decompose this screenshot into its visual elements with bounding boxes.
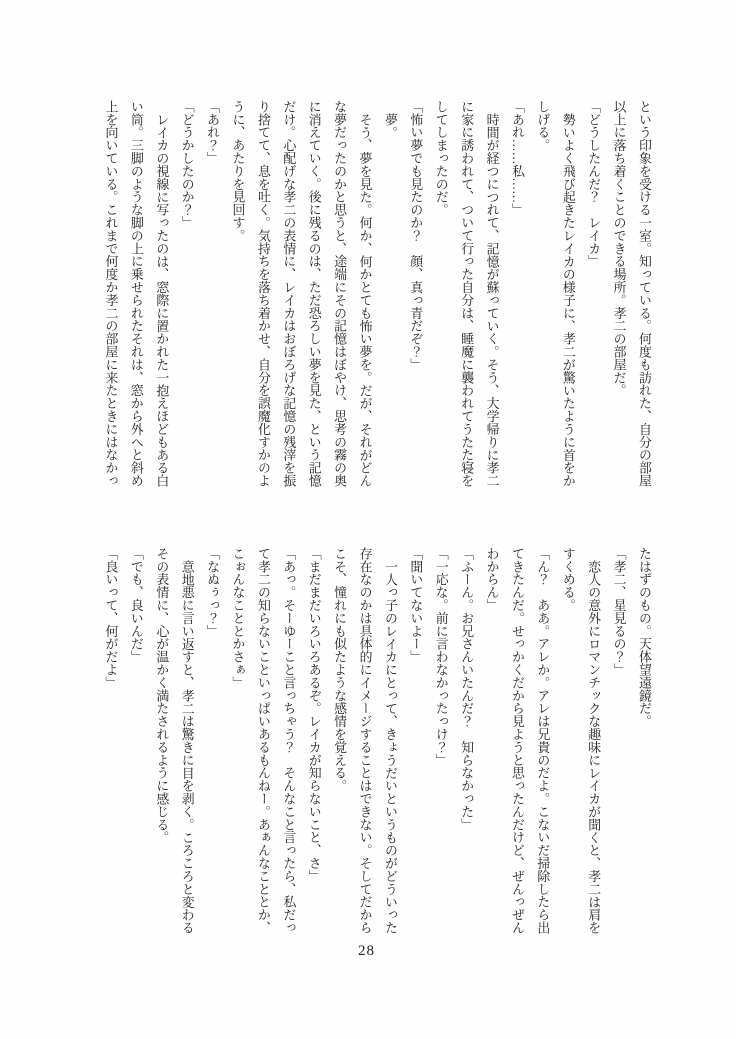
- text-line: 上を向いている。これまで何度か孝二の部屋に来たときにはなかっ: [103, 100, 118, 487]
- text-line: だけ。心配げな孝二の表情に、レイカはおぼろげな記憶の残滓を振: [281, 100, 296, 487]
- text-line: 「あっ。そーゆーこと言っちゃう？ そんなこと言ったら、私だっ: [281, 547, 296, 934]
- text-line: 時間が経つにつれて、記憶が蘇っていく。そう、大学帰りに孝二: [484, 112, 499, 487]
- text-line: に家に誘われて、ついて行った自分は、睡魔に襲われてうたた寝を: [459, 100, 474, 487]
- text-line: てきたんだ。せっかくだから見ようと思ったんだけど、ぜんっぜん: [509, 547, 524, 934]
- page-number: 28: [358, 943, 375, 959]
- text-line: そう、夢を見た。何か、何かとても怖い夢を。だが、それがどん: [357, 112, 372, 487]
- text-line: 意地悪に言い返すと、孝二は驚きに目を剥く。ころころと変わる: [179, 559, 194, 934]
- text-line: 以上に落ち着くことのできる場所。孝二の部屋だ。: [611, 100, 626, 397]
- text-line: 勢いよく飛び起きたレイカの様子に、孝二が驚いたように首をか: [560, 112, 575, 487]
- text-line: こそ、憧れにも似たような感情を覚える。: [332, 547, 347, 793]
- text-line: 「どうしたんだ？ レイカ」: [586, 100, 601, 268]
- text-line: 「聞いてないよー」: [408, 547, 423, 664]
- text-line: レイカの視線に写ったのは、窓際に置かれた一抱えほどもある白: [154, 112, 169, 487]
- text-line: 「あれ？」: [205, 100, 220, 165]
- text-line: 存在なのかは具体的にイメージすることはできない。そしてだから: [357, 547, 372, 934]
- top-text-block: [97, 100, 656, 492]
- bottom-text-block: [97, 547, 656, 939]
- text-line: 「あれ……私……」: [509, 100, 524, 217]
- text-line: 「まだまだいろいろあるぞ。レイカが知らないこと、さ」: [306, 547, 321, 883]
- text-line: すくめる。: [560, 547, 575, 612]
- text-line: という印象を受ける一室。知っている。何度も訪れた、自分の部屋: [637, 100, 651, 487]
- text-line: い筒。三脚のような脚の上に乗せられたそれは、窓から外へと斜め: [128, 100, 143, 487]
- text-line: り捨てて、息を吐く。気持ちを落ち着かせ、自分を誤魔化すかのよ: [255, 100, 270, 487]
- text-line: 「どうかしたのか？」: [179, 100, 194, 229]
- text-line: 恋人の意外にロマンチックな趣味にレイカが聞くと、孝二は肩を: [586, 559, 601, 934]
- text-line: しげる。: [535, 100, 550, 152]
- text-line: 「ん？ ああ。アレか。アレは兄貴のだよ。こないだ掃除したら出: [535, 547, 550, 934]
- text-line: 「孝二、星見るの？」: [611, 547, 626, 676]
- text-line: な夢だったのかと思うと、途端にその記憶はぼやけ、思考の霧の奥: [332, 100, 347, 487]
- text-line: こぉんなこととかさぁ」: [230, 547, 245, 689]
- text-line: たはずのもの。天体望遠鏡だ。: [637, 547, 651, 728]
- text-line: 「怖い夢でも見たのか？ 顔、真っ青だぞ？」: [408, 100, 423, 371]
- text-line: て孝二の知らないこといっぱいあるもんねー。あぁんなこととか、: [255, 547, 270, 934]
- text-line: その表情に、心が温かく満たされるように感じる。: [154, 547, 169, 844]
- text-line: 一人っ子のレイカにとって、きょうだいというものがどういった: [382, 559, 397, 934]
- text-line: してしまったのだ。: [433, 100, 448, 217]
- text-line: 「なぬぅっ？」: [205, 547, 220, 638]
- text-line: 「でも、良いんだ」: [128, 547, 143, 664]
- text-line: 「良いって、何がだよ」: [103, 547, 118, 689]
- text-line: うに、あたりを見回す。: [230, 100, 245, 242]
- text-line: わからん」: [484, 547, 499, 612]
- text-line: に消えていく。後に残るのは、ただ恐ろしい夢を見た、という記憶: [306, 100, 321, 487]
- text-line: 夢。: [382, 112, 397, 139]
- text-line: 「一応な。前に言わなかったっけ？」: [433, 547, 448, 767]
- text-line: 「ふーん。お兄さんいたんだ？ 知らなかった」: [459, 547, 474, 831]
